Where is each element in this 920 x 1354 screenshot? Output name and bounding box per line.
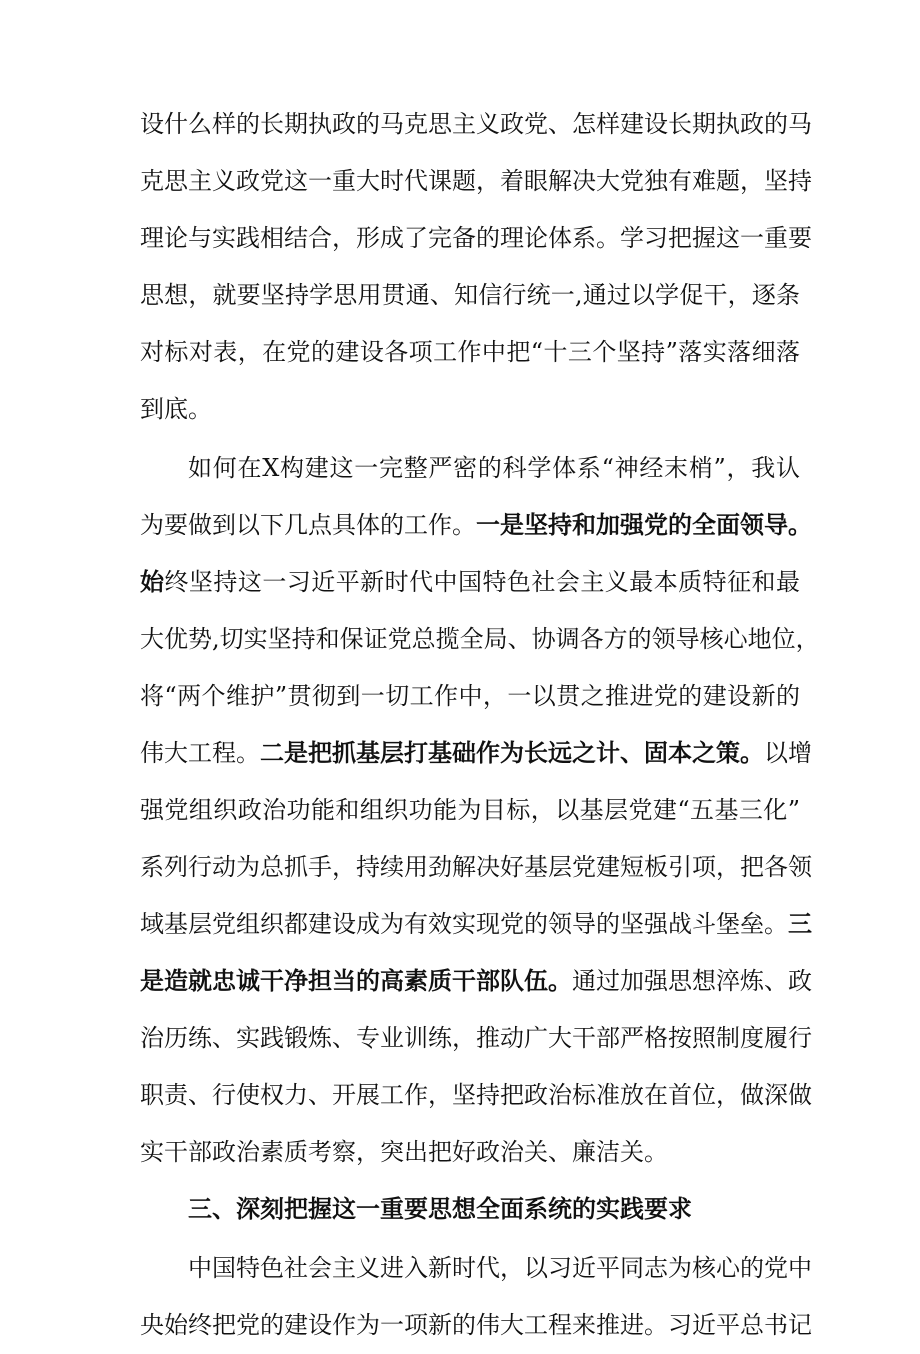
text-line: 实干部政治素质考察，突出把好政治关、廉洁关。 <box>140 1138 668 1166</box>
text-run: 域基层党组织都建设成为有效实现党的领导的坚强战斗堡垒。 <box>140 910 788 938</box>
text-line: 强党组织政治功能和组织功能为目标，以基层党建“五基三化” <box>140 796 800 824</box>
text-run: 伟大工程。 <box>140 739 260 767</box>
text-line: 克思主义政党这一重大时代课题，着眼解决大党独有难题，坚持 <box>140 167 812 195</box>
text-line: 对标对表，在党的建设各项工作中把“十三个坚持”落实落细落 <box>140 338 800 366</box>
text-line <box>140 725 812 782</box>
text-line: 央始终把党的建设作为一项新的伟大工程来推进。习近平总书记 <box>140 1311 812 1339</box>
text-line: 中国特色社会主义进入新时代，以习近平同志为核心的党中 <box>188 1254 812 1282</box>
text-line: 将“两个维护”贯彻到一切工作中，一以贯之推进党的建设新的 <box>140 682 800 710</box>
text-line: 到底。 <box>140 395 212 423</box>
bold-point-one: 一是坚持和加强党的全面领导。 <box>476 511 812 539</box>
text-line: 设什么样的长期执政的马克思主义政党、怎样建设长期执政的马 <box>140 110 812 138</box>
text-line: 治历练、实践锻炼、专业训练，推动广大干部严格按照制度履行 <box>140 1024 812 1052</box>
text-line: 理论与实践相结合，形成了完备的理论体系。学习把握这一重要 <box>140 224 812 252</box>
bold-run: 三 <box>788 910 812 938</box>
bold-point-two: 二是把抓基层打基础作为长远之计、固本之策。 <box>260 739 764 767</box>
text-line: 大优势,切实坚持和保证党总揽全局、协调各方的领导核心地位， <box>140 625 820 653</box>
text-line <box>140 497 812 554</box>
text-run: 为要做到以下几点具体的工作。 <box>140 511 476 539</box>
bold-run: 始 <box>140 568 165 596</box>
text-line <box>140 896 812 953</box>
section-heading: 三、深刻把握这一重要思想全面系统的实践要求 <box>188 1195 692 1223</box>
text-line: 如何在X构建这一完整严密的科学体系“神经末梢”，我认 <box>188 454 800 482</box>
text-line: 系列行动为总抓手，持续用劲解决好基层党建短板引项，把各领 <box>140 853 812 881</box>
bold-point-three: 是造就忠诚干净担当的高素质干部队伍。 <box>140 967 572 995</box>
text-line <box>140 953 812 1010</box>
text-line: 思想，就要坚持学思用贯通、知信行统一,通过以学促干，逐条 <box>140 281 800 309</box>
text-run: 通过加强思想淬炼、政 <box>572 967 812 995</box>
text-run: 以增 <box>764 739 812 767</box>
text-line <box>140 554 800 611</box>
text-line: 职责、行使权力、开展工作，坚持把政治标准放在首位，做深做 <box>140 1081 812 1109</box>
text-run: 终坚持这一习近平新时代中国特色社会主义最本质特征和最 <box>164 568 801 596</box>
